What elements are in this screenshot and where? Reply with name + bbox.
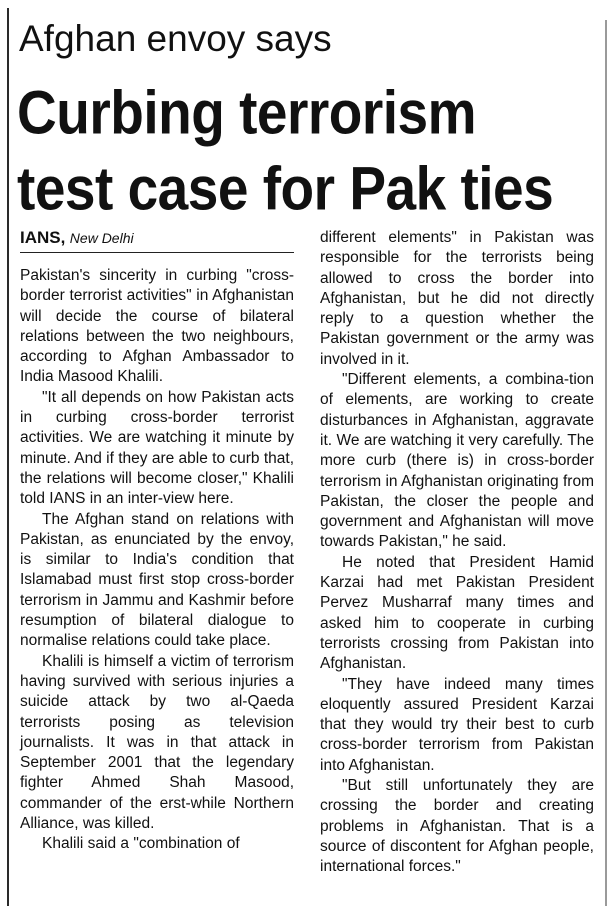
article-headline [17, 74, 602, 226]
article-column-right [320, 228, 594, 878]
article-paragraph: different elements" in Pakistan was responsible for the terrorists being allowed to cross the border into Afghanistan, but he did not directly reply to a question whether the Pakistan government or the army was involved in it. [320, 229, 594, 368]
headline-line-1: Curbing terrorism [17, 77, 477, 147]
article-column-left [20, 266, 294, 855]
article-paragraph: Khalili said a "combination of [42, 835, 240, 853]
headline-line-2: test case for Pak ties [17, 153, 554, 223]
article-paragraph: Pakistan's sincerity in curbing "cross-border terrorist activities" in Afghanistan will decide the course of bilateral relations between the two neighbours, according to Afghan Ambassador to India Masood Khalili. [20, 267, 294, 386]
clipping-left-rule [7, 8, 9, 906]
article-byline [20, 228, 294, 253]
article-paragraph: Khalili is himself a victim of terrorism having survived with serious injuries a suicide attack by two al-Qaeda terrorists posing as television journalists. It was in that attack in September 2001 that the legendary fighter Ahmed Shah Masood, commander of the erst-while Northern Alliance, was killed. [20, 652, 294, 833]
byline-agency: IANS, [20, 228, 66, 247]
article-paragraph: "It all depends on how Pakistan acts in curbing cross-border terrorist activities. We are watching it minute by minute. And if they are able to curb that, the relations will become closer," Khalili told IANS in an inter-view here. [20, 388, 294, 508]
article-paragraph: "They have indeed many times eloquently assured President Karzai that they would try their best to curb cross-border terrorism from Pakistan into Afghanistan. [320, 675, 594, 774]
article-paragraph: "But still unfortunately they are crossing the border and creating problems in Afghanistan. That is a source of discontent for Afghan people, international forces." [320, 777, 594, 876]
article-kicker: Afghan envoy says [19, 18, 332, 59]
clipping-right-rule [605, 20, 607, 906]
article-paragraph: He noted that President Hamid Karzai had met Pakistan President Pervez Musharraf many times and asked him to cooperate in curbing terrorists crossing from Pakistan into Afghanistan. [320, 553, 594, 673]
article-paragraph: "Different elements, a combina-tion of elements, are working to create disturbances in Afghanistan, aggravate it. We are watching it very carefully. The more curb (there is) in cross-border terrorism in Afghanistan originating from Pakistan, the closer the people and government and Afghanistan will move towards Pakistan," he said. [320, 371, 594, 551]
article-paragraph: The Afghan stand on relations with Pakistan, as enunciated by the envoy, is similar to India's condition that Islamabad must first stop cross-border terrorism in Jammu and Kashmir before resumption of bilateral dialogue to normalise relations could take place. [20, 510, 294, 650]
byline-place: New Delhi [69, 230, 134, 246]
